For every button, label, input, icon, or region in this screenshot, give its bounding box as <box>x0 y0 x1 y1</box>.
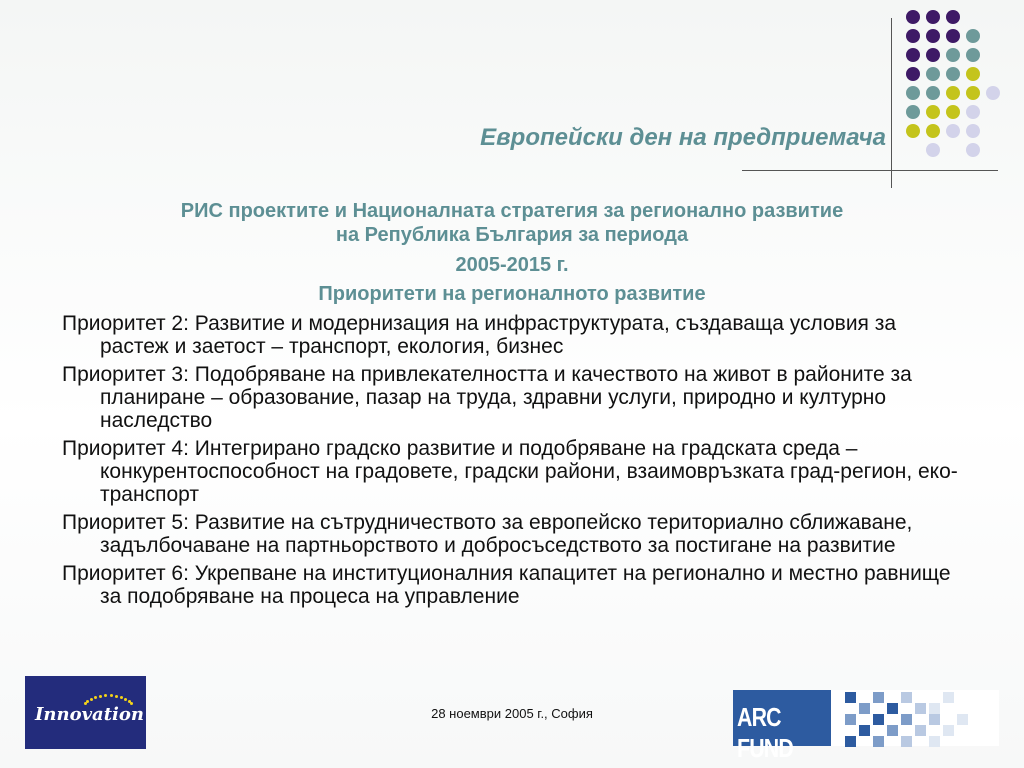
priority-item-5: Приоритет 5: Развитие на сътрудничеството за европейско териториално сближаване, задълбочаване на партньорството и добросъседството за постигане на развитие <box>62 511 913 557</box>
star-icon <box>90 698 93 701</box>
priority-item-6: Приоритет 6: Укрепване на институционалния капацитет на регионално и местно равнище за подобряване на процеса на управление <box>62 562 951 608</box>
decorative-dot <box>906 48 920 62</box>
decorative-square <box>873 736 884 747</box>
decorative-square <box>929 703 940 714</box>
decorative-dot <box>946 124 960 138</box>
decorative-dot <box>906 10 920 24</box>
priority-list <box>62 312 962 613</box>
decorative-square <box>845 692 856 703</box>
decorative-dot <box>926 67 940 81</box>
decorative-dot <box>946 48 960 62</box>
decorative-square <box>943 725 954 736</box>
subtitle-line-2: на Република България за периода <box>335 224 689 246</box>
decorative-dot <box>906 105 920 119</box>
decorative-dot <box>906 86 920 100</box>
slide-title: Европейски ден на предприемача <box>480 124 886 151</box>
innovation-logo-text: Innovation <box>35 704 144 725</box>
decorative-square <box>901 714 912 725</box>
decorative-dot <box>946 10 960 24</box>
arc-fund-logo <box>733 690 999 763</box>
priority-item-4: Приоритет 4: Интегрирано градско развитие и подобряване на градската среда – конкурентоспособност на градовете, градски райони, взаимовръзката град-регион, еко-транспорт <box>62 437 958 506</box>
decorative-dot <box>966 124 980 138</box>
decorative-square <box>887 725 898 736</box>
priority-item-3: Приоритет 3: Подобряване на привлекателността и качеството на живот в районите за планиране – образование, пазар на труда, здравни услуги, природно и културно наследство <box>62 363 912 432</box>
decorative-square <box>943 692 954 703</box>
decorative-dot <box>926 124 940 138</box>
decorative-square <box>845 736 856 747</box>
decorative-square <box>915 703 926 714</box>
arc-fund-logo-text: ARC FUND <box>737 702 793 763</box>
decorative-dot <box>966 143 980 157</box>
star-icon <box>115 695 118 698</box>
decorative-square <box>873 692 884 703</box>
decorative-vertical-line <box>891 18 892 188</box>
arc-fund-logo-box <box>733 690 831 763</box>
star-icon <box>94 696 97 699</box>
subtitle-line-1: РИС проектите и Националната стратегия за регионално развитие <box>180 200 844 222</box>
star-icon <box>99 695 102 698</box>
decorative-dot <box>926 143 940 157</box>
decorative-dot-grid <box>906 10 1006 170</box>
decorative-dot <box>926 29 940 43</box>
decorative-dot <box>906 67 920 81</box>
decorative-dot <box>966 29 980 43</box>
decorative-square <box>929 736 940 747</box>
subtitle-priorities-heading: Приоритети на регионалното развитие <box>318 283 706 305</box>
decorative-square <box>929 714 940 725</box>
decorative-dot <box>906 29 920 43</box>
decorative-dot <box>986 86 1000 100</box>
decorative-dot <box>926 48 940 62</box>
subtitle-period: 2005-2015 г. <box>455 254 569 276</box>
decorative-square <box>873 714 884 725</box>
decorative-square <box>957 714 968 725</box>
decorative-dot <box>966 67 980 81</box>
star-icon <box>124 698 127 701</box>
decorative-dot <box>966 105 980 119</box>
star-icon <box>104 694 107 697</box>
star-icon <box>120 696 123 699</box>
decorative-horizontal-line <box>742 170 998 171</box>
decorative-dot <box>906 124 920 138</box>
decorative-dot <box>966 86 980 100</box>
star-icon <box>110 694 113 697</box>
decorative-dot <box>946 105 960 119</box>
decorative-square <box>859 725 870 736</box>
decorative-square <box>859 703 870 714</box>
innovation-logo <box>25 676 146 749</box>
decorative-square <box>887 703 898 714</box>
star-icon <box>128 700 131 703</box>
decorative-dot <box>926 86 940 100</box>
decorative-square <box>845 714 856 725</box>
priority-item-2: Приоритет 2: Развитие и модернизация на инфраструктурата, създаваща условия за растеж и заетост – транспорт, екология, бизнес <box>62 312 897 358</box>
decorative-dot <box>926 105 940 119</box>
decorative-square <box>901 736 912 747</box>
decorative-square <box>915 725 926 736</box>
decorative-dot <box>946 29 960 43</box>
footer-date: 28 ноември 2005 г., София <box>431 706 593 721</box>
decorative-dot <box>946 67 960 81</box>
decorative-dot <box>946 86 960 100</box>
decorative-dot <box>966 48 980 62</box>
decorative-square <box>901 692 912 703</box>
decorative-dot <box>926 10 940 24</box>
